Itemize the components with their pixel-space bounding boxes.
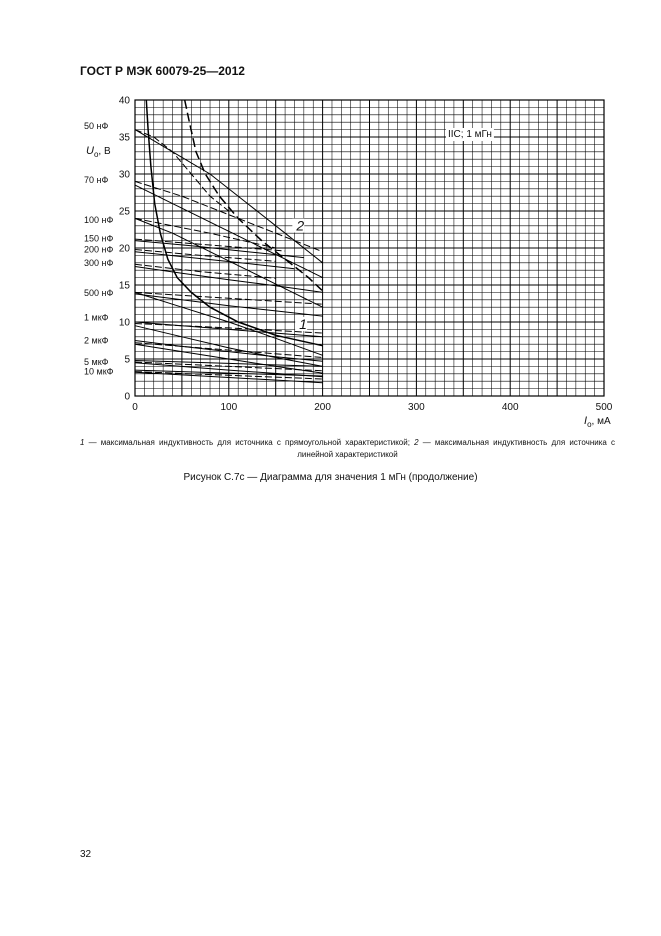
footnote-marker-2: 2 — [414, 438, 419, 447]
x-tick-label: 400 — [501, 402, 519, 413]
document-header: ГОСТ Р МЭК 60079-25—2012 — [80, 64, 245, 78]
inductance-chart — [0, 0, 661, 436]
capacitance-labels — [84, 121, 114, 377]
y-axis-symbol: U — [86, 145, 94, 157]
capacitance-label: 10 мкФ — [84, 366, 114, 377]
x-axis-symbol: I — [584, 415, 588, 427]
x-tick-label: 0 — [132, 402, 138, 413]
y-tick-labels — [119, 96, 131, 403]
x-tick-label: 300 — [408, 402, 425, 413]
capacitance-label: 50 нФ — [84, 120, 109, 131]
capacitance-label: 300 нФ — [84, 257, 114, 268]
capacitance-label: 150 нФ — [84, 233, 114, 244]
y-axis-label — [86, 145, 111, 159]
capacitance-label: 70 нФ — [84, 174, 109, 185]
y-tick-label: 10 — [118, 317, 130, 329]
y-tick-label: 40 — [118, 95, 130, 107]
capacitance-label: 100 нФ — [84, 214, 114, 225]
y-tick-label: 15 — [118, 280, 130, 292]
x-tick-label: 500 — [595, 402, 613, 413]
y-tick-label: 20 — [118, 243, 130, 255]
curve-label: 2 — [296, 217, 305, 234]
capacitance-label: 200 нФ — [84, 244, 114, 255]
y-tick-label: 30 — [118, 169, 130, 181]
x-tick-label: 200 — [314, 402, 331, 413]
capacitance-label: 2 мкФ — [84, 335, 109, 346]
x-tick-labels — [132, 402, 613, 413]
curve-label: 1 — [299, 315, 307, 332]
x-axis-label — [584, 415, 611, 429]
y-tick-label: 5 — [124, 354, 130, 366]
y-tick-label: 25 — [118, 206, 130, 218]
capacitance-label: 5 мкФ — [84, 356, 109, 367]
figure-caption: Рисунок С.7с — Диаграмма для значения 1 мГн (продолжение) — [183, 472, 478, 483]
figure-footnote — [80, 437, 615, 461]
chart-annotation: IIC; 1 мГн — [448, 129, 492, 140]
footnote-text-1: — максимальная индуктивность для источника с прямоугольной характеристикой; — [84, 438, 415, 447]
y-tick-label: 35 — [118, 132, 130, 144]
x-axis-unit: , мА — [591, 416, 611, 427]
y-axis-subscript: o — [93, 150, 99, 159]
footnote-marker-1: 1 — [80, 438, 85, 447]
footnote-text-2: — максимальная индуктивность для источника с линейной характеристикой — [297, 438, 616, 459]
series-line-dashed — [185, 100, 323, 291]
x-axis-subscript: o — [587, 420, 592, 429]
capacitance-label: 500 нФ — [84, 288, 114, 299]
y-axis-unit: , В — [98, 146, 111, 157]
chart-grid — [135, 100, 604, 396]
y-tick-label: 0 — [124, 391, 130, 403]
capacitance-label: 1 мкФ — [84, 312, 109, 323]
x-tick-label: 100 — [220, 402, 238, 413]
page-number: 32 — [80, 849, 92, 860]
